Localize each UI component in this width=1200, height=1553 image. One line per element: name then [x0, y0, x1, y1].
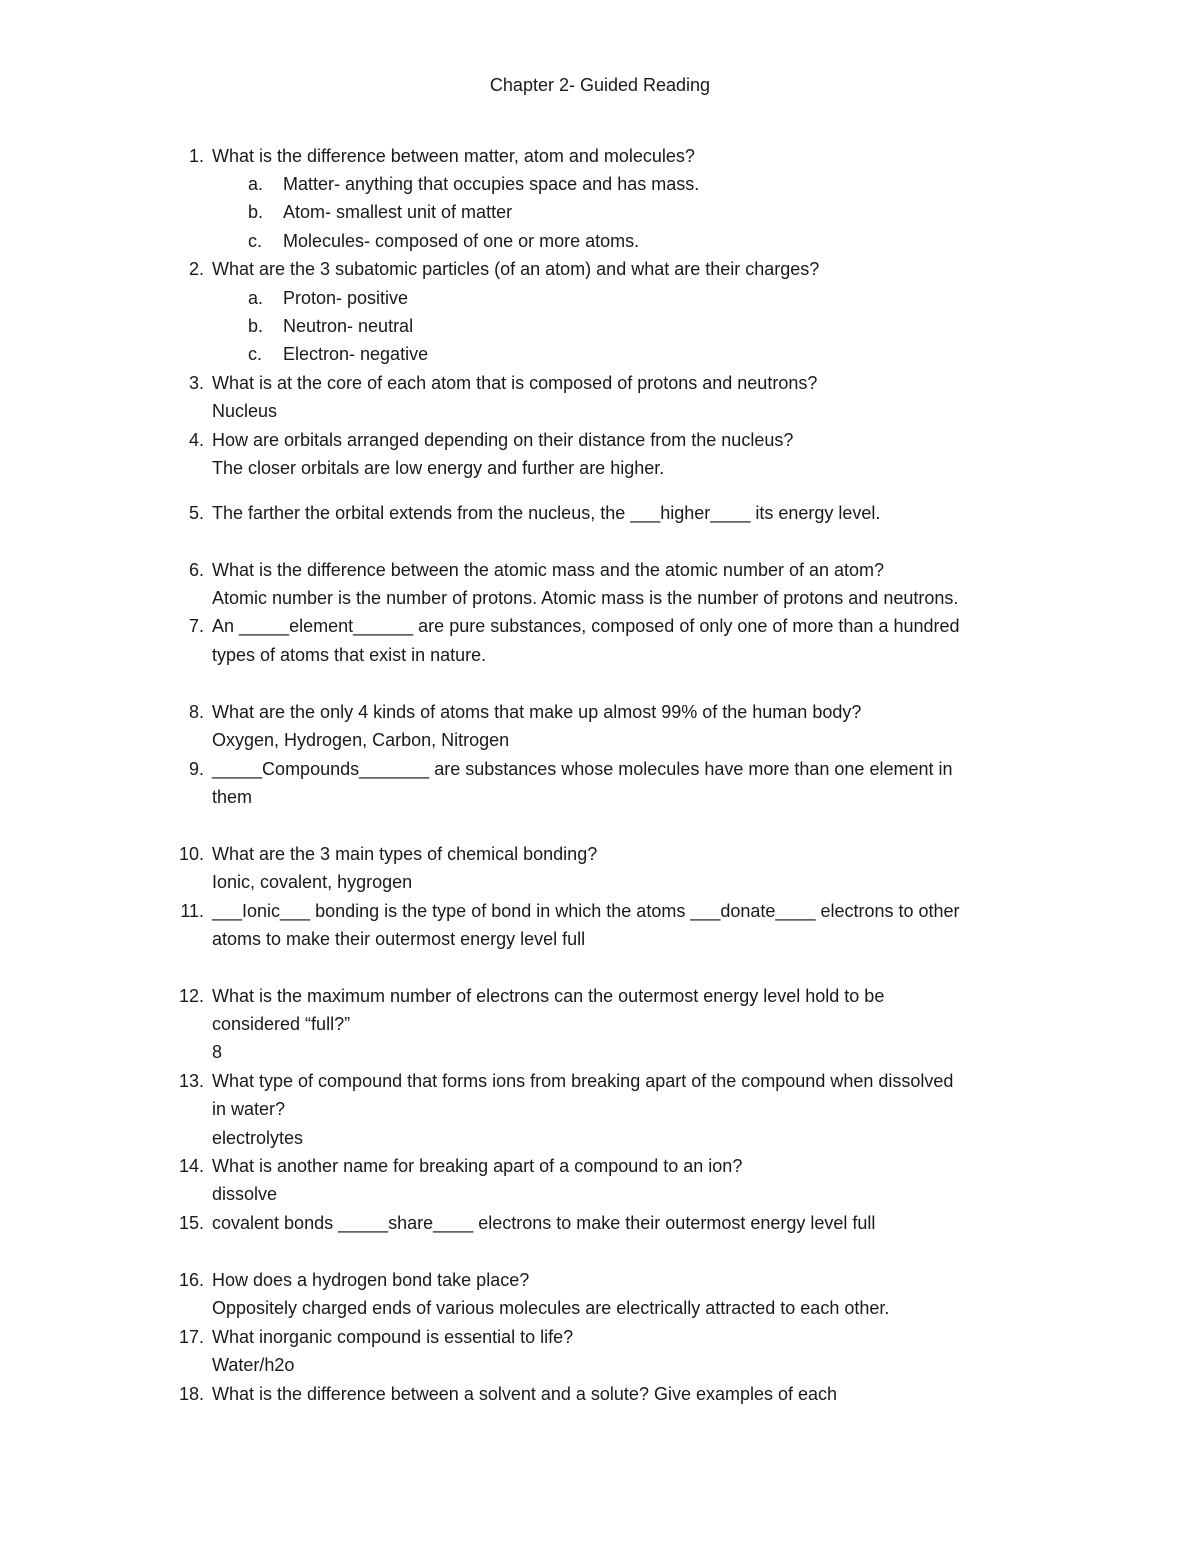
question-text-continued: in water? [212, 1099, 286, 1119]
answer-text: Water/h2o [212, 1355, 295, 1375]
question-text: What is the difference between the atomic mass and the atomic number of an atom? [212, 560, 885, 580]
answer-text: 8 [212, 1042, 223, 1062]
answer-text: dissolve [212, 1184, 278, 1204]
item-number: 7. [188, 616, 204, 636]
document-title: Chapter 2- Guided Reading [489, 75, 711, 95]
sub-letter: c. [248, 231, 263, 251]
sub-letter: a. [248, 288, 264, 308]
question-text: The farther the orbital extends from the nucleus, the ___higher____ its energy level. [212, 503, 881, 523]
item-number: 12. [178, 986, 204, 1006]
item-number: 9. [188, 759, 204, 779]
item-number: 15. [178, 1213, 204, 1233]
item-number: 2. [188, 259, 204, 279]
sub-letter: c. [248, 344, 263, 364]
answer-text: Proton- positive [283, 288, 409, 308]
item-number: 4. [188, 430, 204, 450]
question-text: An _____element______ are pure substances, composed of only one of more than a hundred [212, 616, 960, 636]
question-text: What inorganic compound is essential to life? [212, 1327, 574, 1347]
question-text: What is another name for breaking apart of a compound to an ion? [212, 1156, 743, 1176]
question-text: What is the difference between a solvent and a solute? Give examples of each [212, 1384, 838, 1404]
question-text: _____Compounds_______ are substances whose molecules have more than one element in [212, 759, 953, 779]
item-number: 1. [188, 146, 204, 166]
item-number: 13. [178, 1071, 204, 1091]
answer-text: Electron- negative [283, 344, 429, 364]
question-text: What type of compound that forms ions from breaking apart of the compound when dissolved [212, 1071, 954, 1091]
question-text: ___Ionic___ bonding is the type of bond in which the atoms ___donate____ electrons to other [212, 901, 960, 921]
item-number: 5. [188, 503, 204, 523]
question-text-continued: them [212, 787, 253, 807]
item-number: 18. [178, 1384, 204, 1404]
item-number: 6. [188, 560, 204, 580]
question-text: covalent bonds _____share____ electrons to make their outermost energy level full [212, 1213, 876, 1233]
question-text: How are orbitals arranged depending on their distance from the nucleus? [212, 430, 794, 450]
item-number: 11. [180, 901, 204, 921]
answer-text: Oxygen, Hydrogen, Carbon, Nitrogen [212, 730, 510, 750]
answer-text: Oppositely charged ends of various molecules are electrically attracted to each other. [212, 1298, 890, 1318]
question-text: What is the difference between matter, atom and molecules? [212, 146, 695, 166]
answer-text: Ionic, covalent, hygrogen [212, 872, 413, 892]
answer-text: Nucleus [212, 401, 278, 421]
sub-letter: a. [248, 174, 264, 194]
question-text: What are the 3 subatomic particles (of an atom) and what are their charges? [212, 259, 820, 279]
question-text-continued: types of atoms that exist in nature. [212, 645, 487, 665]
answer-text: Atomic number is the number of protons. Atomic mass is the number of protons and neutrons. [212, 588, 959, 608]
question-text: What is at the core of each atom that is composed of protons and neutrons? [212, 373, 818, 393]
question-text: What are the 3 main types of chemical bonding? [212, 844, 598, 864]
question-text-continued: considered “full?” [212, 1014, 351, 1034]
item-number: 14. [178, 1156, 204, 1176]
sub-letter: b. [248, 202, 264, 222]
item-number: 10. [178, 844, 204, 864]
answer-text: Molecules- composed of one or more atoms. [283, 231, 640, 251]
answer-text: Atom- smallest unit of matter [283, 202, 513, 222]
question-text-continued: atoms to make their outermost energy level full [212, 929, 586, 949]
item-number: 16. [178, 1270, 204, 1290]
sub-letter: b. [248, 316, 264, 336]
question-text: What are the only 4 kinds of atoms that make up almost 99% of the human body? [212, 702, 862, 722]
item-number: 17. [178, 1327, 204, 1347]
answer-text: electrolytes [212, 1128, 304, 1148]
answer-text: The closer orbitals are low energy and further are higher. [212, 458, 665, 478]
answer-text: Matter- anything that occupies space and has mass. [283, 174, 700, 194]
item-number: 8. [188, 702, 204, 722]
answer-text: Neutron- neutral [283, 316, 414, 336]
question-text: What is the maximum number of electrons can the outermost energy level hold to be [212, 986, 885, 1006]
question-text: How does a hydrogen bond take place? [212, 1270, 530, 1290]
item-number: 3. [188, 373, 204, 393]
